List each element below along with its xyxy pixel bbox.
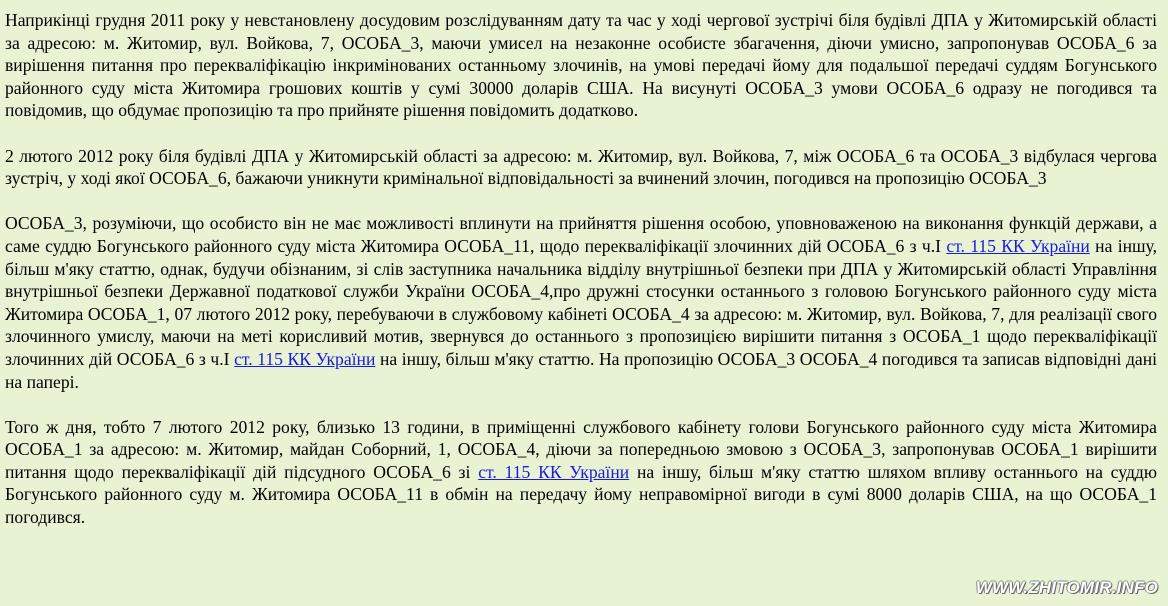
law-article-link[interactable]: ст. 115 КК України (478, 461, 630, 482)
paragraph-2 (5, 145, 1157, 190)
site-watermark: WWW.ZHITOMIR.INFO (975, 578, 1158, 597)
law-article-link[interactable]: ст. 115 КК України (946, 235, 1090, 256)
paragraph-text: на іншу, більш м'яку статтю, однак, будучи обізнаним, зі слів заступника начальника відділу внутрішньої безпеки при ДПА у Житомирській області Управління внутрішньої безпеки Державної податкової служби України ОСОБА_4,про дружні стосунки останнього з головою Богунського районного суду міста Житомира ОСОБА_1, 07 лютого 2012 року, перебуваючи в службовому кабінеті ОСОБА_4 за адресою: м. Житомир, вул. Войкова, 7, для реалізації свого злочинного умислу, маючи на меті корисливий мотив, звернувся до останнього з пропозицією вирішити питання з ОСОБА_1 щодо перекваліфікації злочинних дій ОСОБА_6 з ч.І (5, 235, 1157, 369)
paragraph-4 (5, 416, 1157, 529)
paragraph-text: 2 лютого 2012 року біля будівлі ДПА у Житомирській області за адресою: м. Житомир, вул. Войкова, 7, між ОСОБА_6 та ОСОБА_3 відбулася чергова зустріч, у ході якої ОСОБА_6, бажаючи уникнути кримінальної відповідальності за вчинений злочин, погодився на пропозицію ОСОБА_3 (5, 145, 1157, 189)
paragraph-1 (5, 9, 1157, 122)
paragraph-text: Того ж дня, тобто 7 лютого 2012 року, близько 13 години, в приміщенні службового кабінету голови Богунського районного суду міста Житомира ОСОБА_1 за адресою: м. Житомир, майдан Соборний, 1, ОСОБА_4, діючи за попередньою змовою з ОСОБА_3, запропонував ОСОБА_1 вирішити питання щодо перекваліфікації дій підсудного ОСОБА_6 зі (5, 416, 1157, 482)
paragraph-text: ОСОБА_3, розуміючи, що особисто він не має можливості вплинути на прийняття рішення особою, уповноваженою на виконання функцій держави, а саме суддю Богунського районного суду міста Житомира ОСОБА_11, щодо перекваліфікації злочинних дій ОСОБА_6 з ч.І (5, 213, 1157, 256)
paragraph-text: на іншу, більш м'яку статтю шляхом впливу останнього на суддю Богунського районного суду м. Житомира ОСОБА_11 в обмін на передачу йому неправомірної вигоди в сумі 8000 доларів США, на що ОСОБА_1 погодився. (5, 461, 1157, 528)
paragraph-3 (5, 212, 1157, 393)
law-article-link[interactable]: ст. 115 КК України (234, 348, 376, 369)
paragraph-text: на іншу, більш м'яку статтю. На пропозицію ОСОБА_3 ОСОБА_4 погодився та записав відповідні дані на папері. (5, 348, 1158, 392)
paragraph-text: Наприкінці грудня 2011 року у невстановлену досудовим розслідуванням дату та час у ході чергової зустрічі біля будівлі ДПА у Житомирській області за адресою: м. Житомир, вул. Войкова, 7, ОСОБА_3, маючи умисел на незаконне особисте збагачення, діючи умисно, запропонував ОСОБА_6 за вирішення питання про перекваліфікацію інкримінованих останньому злочинів, на умові передачі йому для подальшої передачі суддям Богунського районного суду міста Житомира грошових коштів у сумі 30000 доларів США. На висунуті ОСОБА_3 умови ОСОБА_6 одразу не погодився та повідомив, що обдумає пропозицію та про прийняте рішення повідомить додатково. (5, 10, 1157, 121)
document-body (5, 9, 1157, 551)
